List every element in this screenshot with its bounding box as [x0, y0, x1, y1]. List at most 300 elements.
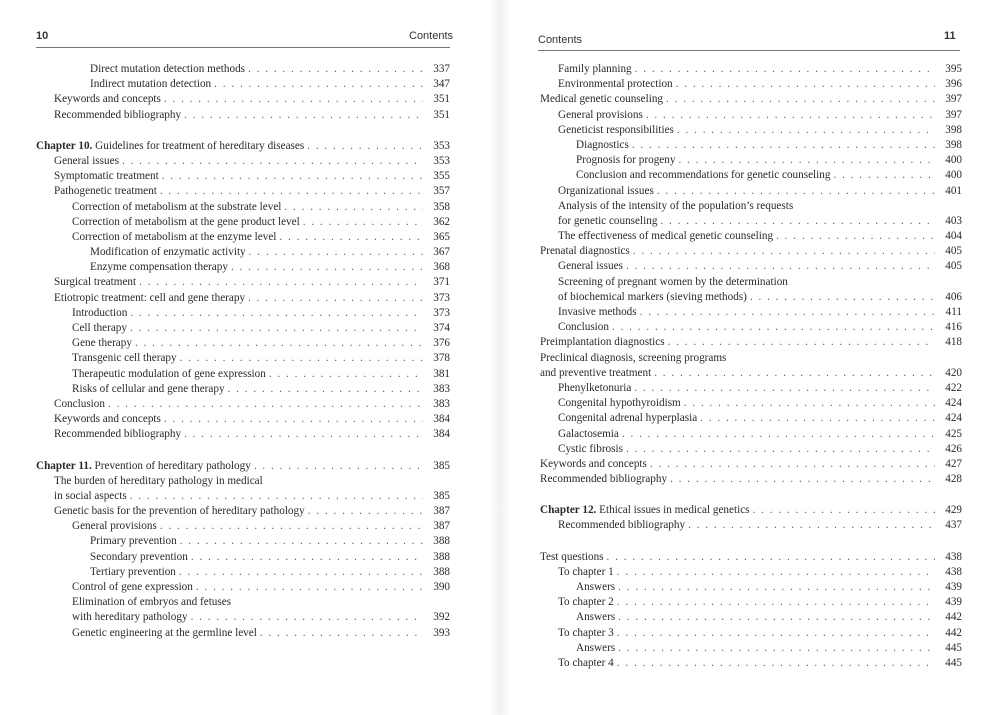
toc-entry-text: Recommended bibliography	[54, 108, 182, 121]
toc-entry-text: General issues	[558, 260, 623, 273]
toc-entry	[36, 610, 450, 625]
toc-entry-text: Pathogenetic treatment	[54, 185, 157, 198]
toc-entry-text: Invasive methods	[558, 306, 637, 318]
toc-entry	[36, 336, 450, 351]
toc-entry-title	[576, 580, 615, 595]
toc-entry-text: Introduction	[72, 306, 128, 319]
toc-entry-text: Genetic engineering at the germline level	[72, 626, 257, 639]
toc-entry-text: Test questions	[540, 550, 604, 563]
toc-entry-title	[90, 565, 176, 580]
toc-page-number: 387	[433, 520, 450, 533]
toc-page-number: 374	[433, 322, 450, 334]
toc-entry	[540, 351, 962, 366]
toc-entry-title	[540, 92, 663, 107]
dot-leader	[284, 200, 423, 215]
toc-entry-title	[72, 351, 177, 366]
toc-entry-title	[558, 229, 773, 244]
dot-leader	[684, 396, 935, 411]
toc-page-number: 428	[945, 473, 962, 486]
toc-entry-title	[576, 138, 629, 153]
toc-entry-text: The burden of hereditary pathology in medical	[54, 474, 263, 487]
toc-entry-text: with hereditary pathology	[72, 611, 188, 624]
toc-entry	[540, 77, 962, 92]
toc-entry-text: Modification of enzymatic activity	[90, 246, 246, 259]
toc-entry-text: Conclusion	[54, 397, 105, 410]
toc-entry-text: Secondary prevention	[90, 550, 188, 563]
toc-entry	[36, 92, 450, 107]
dot-leader	[612, 320, 935, 335]
dot-leader	[617, 595, 935, 610]
dot-leader	[108, 397, 423, 412]
toc-entry	[36, 306, 450, 321]
dot-leader	[666, 92, 935, 107]
dot-leader	[249, 245, 423, 260]
toc-entry-title	[558, 656, 614, 671]
toc-page-number: 397	[945, 108, 962, 121]
toc-page-number: 337	[433, 63, 450, 75]
dot-leader	[688, 518, 935, 533]
dot-leader	[626, 259, 935, 274]
toc-page-number: 388	[433, 565, 450, 578]
toc-entry-title	[72, 382, 225, 397]
toc-page-number: 442	[945, 611, 962, 624]
toc-entry-title	[540, 550, 604, 565]
toc-entry	[36, 534, 450, 549]
dot-leader	[618, 641, 935, 656]
toc-entry-title	[54, 397, 105, 412]
toc-entry	[540, 442, 962, 457]
toc-entry	[540, 199, 962, 214]
dot-leader	[635, 62, 935, 77]
toc-page-number: 373	[433, 306, 450, 319]
toc-entry-text: Etiotropic treatment: cell and gene therapy	[54, 291, 246, 304]
toc-page-number: 390	[433, 581, 450, 593]
toc-entry	[540, 411, 962, 426]
toc-page-number: 381	[433, 367, 450, 380]
toc-entry-text: and preventive treatment	[540, 366, 652, 379]
toc-page-number: 405	[945, 245, 962, 258]
toc-entry-title	[72, 610, 188, 625]
toc-entry	[540, 62, 962, 77]
toc-page-number: 404	[945, 230, 962, 243]
toc-page-number: 383	[433, 397, 450, 410]
dot-leader	[640, 305, 935, 320]
dot-leader	[214, 77, 423, 92]
toc-page-number: 403	[945, 214, 962, 227]
toc-entry-title	[72, 580, 193, 595]
dot-leader	[248, 291, 423, 306]
toc-page-number: 427	[945, 457, 962, 470]
toc-entry-text: Organizational issues	[558, 184, 654, 197]
toc-entry	[36, 427, 450, 442]
dot-leader	[130, 489, 423, 504]
chapter-label: Chapter 12.	[540, 504, 597, 517]
toc-entry-title	[540, 351, 726, 366]
toc-entry-title	[576, 153, 675, 168]
toc-page-number: 445	[945, 641, 962, 654]
toc-entry	[36, 595, 450, 610]
header-rule	[36, 47, 450, 48]
dot-leader	[776, 229, 935, 244]
toc-entry-title	[54, 291, 245, 306]
toc-page-number: 400	[945, 169, 962, 182]
toc-entry	[540, 214, 962, 229]
toc-entry-text: Answers	[576, 581, 616, 593]
toc-entry	[36, 550, 450, 565]
toc-entry-title	[558, 565, 614, 580]
toc-page-number: 395	[945, 63, 962, 75]
toc-entry	[540, 381, 962, 396]
dot-leader	[130, 321, 423, 336]
toc-page-number: 387	[433, 505, 450, 518]
toc-entry	[540, 610, 962, 625]
toc-entry	[36, 275, 450, 290]
chapter-label: Chapter 10.	[36, 139, 93, 152]
toc-page-number: 376	[433, 337, 450, 350]
toc-entry	[540, 108, 962, 123]
toc-entry	[36, 565, 450, 580]
toc-entry-title	[72, 626, 257, 641]
toc-page-number: 378	[433, 352, 450, 365]
toc-entry	[540, 396, 962, 411]
toc-entry-text: Conclusion and recommendations for genetic counseling	[576, 169, 831, 182]
toc-entry	[540, 565, 962, 580]
toc-page-number: 396	[945, 78, 962, 91]
toc-entry-text: Galactosemia	[558, 427, 619, 440]
toc-entry-title	[90, 245, 246, 260]
dot-leader	[657, 184, 935, 199]
toc-entry-title	[54, 427, 181, 442]
toc-page-number: 438	[945, 550, 962, 563]
dot-leader	[654, 366, 935, 381]
toc-entry	[540, 259, 962, 274]
toc-entry-text: Diagnostics	[576, 138, 629, 151]
toc-page-number: 351	[433, 108, 450, 121]
dot-leader	[162, 169, 423, 184]
toc-entry	[540, 550, 962, 565]
toc-page-number: 398	[945, 138, 962, 151]
toc-entry-text: Conclusion	[558, 321, 609, 334]
toc-page-number: 357	[433, 185, 450, 198]
dot-leader	[632, 138, 935, 153]
toc-entry-title	[72, 200, 281, 215]
toc-entry-text: Recommended bibliography	[558, 519, 686, 532]
left-page	[0, 0, 490, 715]
dot-leader	[179, 565, 423, 580]
toc-entry	[540, 427, 962, 442]
toc-entry-title	[558, 427, 619, 442]
toc-entry	[36, 215, 450, 230]
dot-leader	[668, 335, 935, 350]
toc-page-number: 438	[945, 565, 962, 578]
toc-entry-text: for genetic counseling	[558, 214, 658, 227]
toc-page-number: 398	[945, 123, 962, 136]
dot-leader	[700, 411, 935, 426]
toc-entry-title	[540, 503, 750, 518]
toc-entry-text: Phenylketonuria	[558, 381, 632, 394]
toc-entry-title	[72, 336, 132, 351]
toc-entry-title	[558, 518, 685, 533]
toc-list	[540, 62, 962, 671]
toc-entry-title	[72, 230, 276, 245]
dot-leader	[607, 550, 935, 565]
toc-entry-text: To chapter 3	[558, 626, 614, 639]
toc-entry	[540, 366, 962, 381]
toc-entry-text: Ethical issues in medical genetics	[599, 504, 750, 517]
toc-entry-title	[72, 321, 127, 336]
toc-entry-text: Keywords and concepts	[54, 413, 161, 426]
toc-entry	[36, 474, 450, 489]
dot-leader	[164, 92, 423, 107]
toc-page-number: 424	[945, 412, 962, 425]
toc-entry-title	[90, 77, 211, 92]
toc-entry-text: Cystic fibrosis	[558, 442, 623, 455]
toc-entry-text: Correction of metabolism at the enzyme level	[72, 230, 277, 243]
toc-page-number: 367	[433, 246, 450, 259]
toc-entry-title	[558, 259, 623, 274]
toc-entry-text: Family planning	[558, 63, 632, 75]
dot-leader	[122, 154, 423, 169]
dot-leader	[184, 108, 423, 123]
toc-entry	[36, 200, 450, 215]
toc-entry-text: Prenatal diagnostics	[540, 245, 630, 258]
toc-entry-text: Prevention of hereditary pathology	[94, 459, 251, 472]
toc-list	[36, 62, 450, 641]
toc-page-number: 411	[945, 306, 962, 318]
toc-entry-text: Keywords and concepts	[540, 457, 647, 470]
toc-page-number: 426	[945, 442, 962, 455]
toc-page-number: 353	[433, 139, 450, 152]
dot-leader	[307, 139, 423, 154]
dot-leader	[622, 427, 935, 442]
toc-page-number: 383	[433, 382, 450, 395]
toc-entry-text: Medical genetic counseling	[540, 93, 664, 106]
toc-entry	[540, 290, 962, 305]
toc-entry-text: General provisions	[72, 520, 157, 533]
toc-entry	[540, 656, 962, 671]
toc-entry	[540, 305, 962, 320]
toc-entry-title	[558, 184, 654, 199]
toc-entry	[540, 92, 962, 107]
toc-entry-text: Guidelines for treatment of hereditary diseases	[95, 139, 305, 152]
toc-entry-text: Symptomatic treatment	[54, 170, 159, 183]
toc-entry	[540, 626, 962, 641]
toc-entry-title	[90, 534, 177, 549]
toc-page-number: 439	[945, 596, 962, 609]
chapter-label: Chapter 11.	[36, 459, 92, 472]
toc-entry	[36, 351, 450, 366]
toc-page-number: 362	[433, 215, 450, 228]
toc-entry-text: Recommended bibliography	[540, 473, 668, 486]
toc-entry-text: Cell therapy	[72, 322, 127, 334]
dot-leader	[279, 230, 423, 245]
toc-entry-title	[558, 77, 673, 92]
toc-entry-title	[558, 199, 793, 214]
dot-leader	[164, 412, 423, 427]
toc-entry	[540, 244, 962, 259]
dot-leader	[626, 442, 935, 457]
toc-entry	[540, 184, 962, 199]
toc-entry	[540, 275, 962, 290]
dot-leader	[646, 108, 935, 123]
toc-entry-text: Primary prevention	[90, 535, 177, 548]
toc-entry-title	[90, 550, 188, 565]
toc-page-number: 397	[945, 93, 962, 106]
toc-page-number: 353	[433, 154, 450, 167]
dot-leader	[670, 472, 935, 487]
toc-entry-text: General provisions	[558, 108, 643, 121]
toc-entry-title	[540, 335, 665, 350]
toc-entry	[540, 320, 962, 335]
toc-entry-title	[558, 411, 697, 426]
toc-entry-text: To chapter 1	[558, 565, 614, 578]
toc-entry	[36, 504, 450, 519]
dot-leader	[617, 565, 935, 580]
toc-entry-title	[54, 154, 119, 169]
toc-entry-title	[540, 472, 667, 487]
toc-entry-title	[54, 169, 159, 184]
toc-entry-title	[558, 214, 657, 229]
toc-page-number: 425	[945, 427, 962, 440]
toc-page-number: 368	[433, 261, 450, 274]
dot-leader	[677, 123, 935, 138]
dot-leader	[753, 503, 935, 518]
dot-leader	[617, 656, 935, 671]
dot-leader	[618, 610, 935, 625]
header-rule	[538, 50, 960, 51]
toc-entry-title	[72, 519, 157, 534]
toc-entry	[36, 108, 450, 123]
dot-leader	[130, 306, 423, 321]
toc-entry	[540, 168, 962, 183]
toc-entry-title	[576, 168, 830, 183]
toc-entry	[36, 382, 450, 397]
toc-page-number: 373	[433, 291, 450, 304]
toc-entry-text: Answers	[576, 611, 616, 624]
dot-leader	[676, 77, 935, 92]
toc-page-number: 439	[945, 581, 962, 593]
toc-entry-title	[558, 626, 614, 641]
book-gutter	[490, 0, 510, 715]
toc-entry-title	[54, 92, 161, 107]
toc-page-number: 393	[433, 626, 450, 639]
toc-entry-text: Recommended bibliography	[54, 428, 182, 441]
toc-entry-text: Preclinical diagnosis, screening programs	[540, 351, 727, 364]
toc-entry-title	[558, 275, 788, 290]
dot-leader	[634, 381, 935, 396]
toc-entry	[36, 291, 450, 306]
dot-leader	[180, 534, 423, 549]
dot-leader	[678, 153, 935, 168]
toc-entry-text: Keywords and concepts	[54, 93, 161, 106]
toc-entry-text: Gene therapy	[72, 337, 132, 350]
dot-leader	[191, 610, 423, 625]
toc-page-number: 371	[433, 276, 450, 289]
toc-page-number: 420	[945, 366, 962, 379]
toc-entry	[36, 459, 450, 474]
toc-entry	[540, 457, 962, 472]
toc-entry-text: The effectiveness of medical genetic counseling	[558, 230, 774, 243]
toc-entry-text: Tertiary prevention	[90, 565, 176, 578]
toc-entry-text: Indirect mutation detection	[90, 78, 212, 91]
toc-entry-text: of biochemical markers (sieving methods)	[558, 290, 747, 303]
toc-entry-title	[54, 474, 263, 489]
dot-leader	[180, 351, 423, 366]
toc-entry	[540, 153, 962, 168]
toc-entry-title	[558, 396, 681, 411]
dot-leader	[260, 626, 423, 641]
toc-page-number: 445	[945, 656, 962, 669]
toc-entry-title	[558, 290, 747, 305]
toc-entry-text: Correction of metabolism at the substrate level	[72, 200, 282, 213]
toc-entry-title	[558, 595, 614, 610]
toc-page-number: 355	[433, 170, 450, 183]
dot-leader	[231, 260, 423, 275]
toc-entry-text: Risks of cellular and gene therapy	[72, 382, 225, 395]
toc-entry	[540, 503, 962, 518]
toc-entry-title	[558, 442, 623, 457]
toc-entry-text: Surgical treatment	[54, 276, 137, 289]
dot-leader	[228, 382, 423, 397]
dot-leader	[160, 519, 423, 534]
toc-entry-title	[540, 244, 630, 259]
toc-entry-text: Enzyme compensation therapy	[90, 261, 228, 274]
dot-leader	[248, 62, 423, 77]
toc-page-number: 429	[945, 504, 962, 517]
dot-leader	[303, 215, 423, 230]
toc-entry	[36, 580, 450, 595]
toc-entry	[540, 138, 962, 153]
page-number: 10	[36, 30, 49, 42]
toc-page-number: 422	[945, 381, 962, 394]
toc-entry-text: Geneticist responsibilities	[558, 123, 674, 136]
toc-entry-text: Preimplantation diagnostics	[540, 336, 665, 349]
dot-leader	[269, 367, 423, 382]
page-number: 11	[944, 30, 956, 42]
toc-entry-text: Congenital adrenal hyperplasia	[558, 412, 698, 425]
toc-page-number: 416	[945, 321, 962, 334]
toc-entry	[540, 595, 962, 610]
toc-entry-text: Transgenic cell therapy	[72, 352, 177, 365]
dot-leader	[160, 184, 423, 199]
toc-entry-title	[558, 108, 643, 123]
toc-entry-title	[90, 62, 245, 77]
toc-entry	[540, 335, 962, 350]
toc-entry	[36, 397, 450, 412]
dot-leader	[135, 336, 423, 351]
toc-entry	[36, 412, 450, 427]
toc-entry-title	[558, 62, 632, 77]
toc-page-number: 351	[433, 93, 450, 106]
running-head: Contents	[409, 30, 454, 42]
toc-entry-text: Answers	[576, 641, 616, 654]
toc-entry-title	[54, 412, 161, 427]
toc-entry-title	[36, 459, 251, 474]
toc-entry-text: Direct mutation detection methods	[90, 63, 246, 75]
running-head: Contents	[538, 34, 583, 46]
toc-page-number: 406	[945, 290, 962, 303]
right-page	[510, 0, 1000, 715]
toc-page-number: 401	[945, 184, 962, 197]
toc-page-number: 358	[433, 200, 450, 213]
toc-page-number: 400	[945, 154, 962, 167]
toc-page-number: 365	[433, 230, 450, 243]
toc-entry	[540, 123, 962, 138]
dot-leader	[618, 580, 935, 595]
toc-entry-title	[54, 504, 305, 519]
toc-page-number: 437	[945, 519, 962, 532]
dot-leader	[617, 626, 935, 641]
